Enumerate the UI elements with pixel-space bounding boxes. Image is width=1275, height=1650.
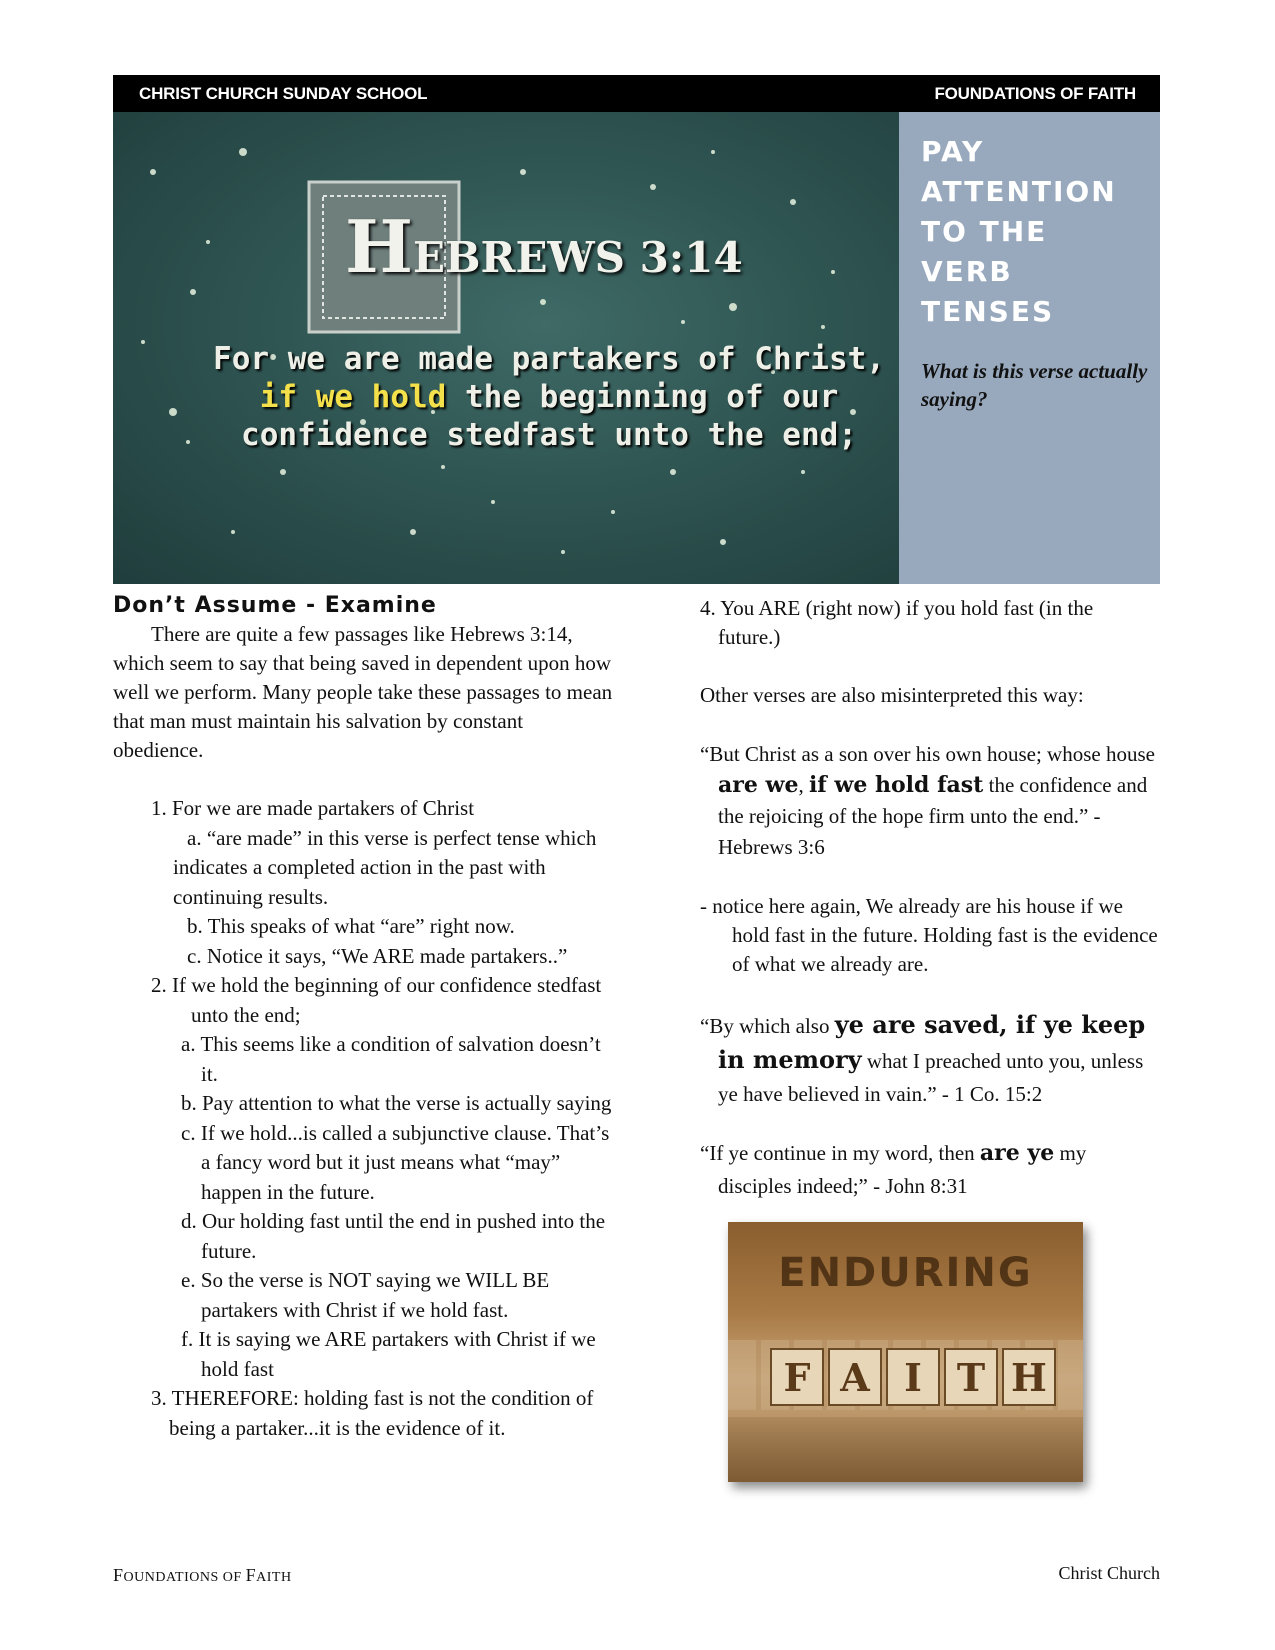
hero-book-title [345,204,743,289]
sub-item-1c [113,942,613,972]
sub-marker: b. [187,914,203,938]
other-verses-intro: Other verses are also misinterpreted this way: [700,683,1084,707]
explanation-note: - notice here again, We already are his house if we hold fast in the future. Holding fast is the evidence of what we already are. [700,894,1158,976]
point-4: 4. You ARE (right now) if you hold fast (in the future.) [700,596,1094,649]
verse-1-corinthians-15-2 [700,1008,1160,1111]
footer-left [113,1565,292,1586]
list-item-2 [113,971,613,1030]
sub-marker: f. [181,1327,194,1351]
sidebar-question: What is this verse actually saying? [921,359,1148,411]
sub-marker: d. [181,1209,197,1233]
verse-text: what I preached unto you, unless ye have believed in vain.” - 1 Co. 15:2 [718,1049,1144,1106]
footer-initial: F [245,1565,257,1585]
left-column [113,592,613,1443]
intro-paragraph: There are quite a few passages like Hebrews 3:14, which seem to say that being saved in dependent upon how well we perform. Many people take these passages to mean that man must maintain his salvation by constant obedience. [113,622,613,762]
hero-verse-line-2 [209,378,889,416]
verse-emphasis: are we [718,772,799,798]
letter-block: H [1002,1348,1056,1406]
verse-text: “But Christ as a son over his own house; whose house [700,742,1155,766]
sub-item-1b [113,912,613,942]
hero-image [113,112,899,584]
footer-text: AITH [256,1570,292,1585]
header-right: FOUNDATIONS OF FAITH [934,83,1136,103]
sub-item-2b [113,1089,613,1119]
header-left: CHRIST CHURCH SUNDAY SCHOOL [139,83,428,103]
sub-item-1a [113,824,613,913]
sub-item-2c [113,1119,613,1208]
sub-item-2d [113,1207,613,1266]
letter-block: T [944,1348,998,1406]
list-item-3 [113,1384,613,1443]
footer-right: Christ Church [1058,1563,1160,1583]
verse-emphasis: if we hold fast [808,772,984,798]
image-word-enduring: ENDURING [778,1250,1033,1296]
sub-marker: c. [181,1120,196,1145]
verse-emphasis: are ye [979,1140,1055,1166]
sub-item-2e [113,1266,613,1325]
sub-item-2a [113,1030,613,1089]
hero-verse-highlight: if we hold [259,379,447,415]
sub-item-2f [113,1325,613,1384]
sub-marker: e. [181,1268,196,1292]
sub-marker: b. [181,1091,197,1115]
list-text: THEREFORE: holding fast is not the condition of being a partaker...it is the evidence of it. [169,1386,594,1440]
list-marker: 2. [151,973,167,997]
sidebar-box [899,112,1160,584]
hero-verse-line-3: confidence stedfast unto the end; [241,417,857,453]
sub-text: If we hold...is called a subjunctive clause. That’s a fancy word but it just means what “may” happen in the future. [200,1120,610,1204]
verse-emphasis: ye are saved, if ye keep in memory [718,1010,1146,1074]
sub-text: “are made” in this verse is perfect tense which indicates a completed action in the past with continuing results. [173,825,597,909]
sub-text: Our holding fast until the end in pushed into the future. [201,1209,606,1263]
sub-marker: a. [187,825,202,850]
letter-block: A [828,1348,882,1406]
list-item-1 [113,794,613,824]
enduring-faith-image [728,1222,1083,1482]
list-text: If we hold the beginning of our confidence stedfast unto the end; [172,973,602,1027]
list-text: For we are made partakers of Christ [172,796,475,820]
header-bar [113,75,1160,112]
section-heading: Don’t Assume - Examine [113,593,437,618]
footer-initial: F [113,1565,124,1585]
image-faith-blocks [770,1348,1056,1406]
hero-book-rest: EBREWS 3:14 [413,233,743,282]
verse-john-8-31 [700,1137,1160,1203]
right-column [700,594,1160,1203]
verse-text: my disciples indeed;” - John 8:31 [718,1141,1087,1198]
hero-verse [209,340,889,454]
letter-block: F [770,1348,824,1406]
letter-block: I [886,1348,940,1406]
list-marker: 3. [151,1386,167,1410]
footer-text: OUNDATIONS OF [123,1570,246,1585]
verse-hebrews-3-6 [700,739,1160,863]
verse-text: the confidence and the rejoicing of the hope firm unto the end.” - Hebrews 3:6 [718,773,1148,859]
sub-text: This speaks of what “are” right now. [207,914,515,938]
hero-verse-line-1: For we are made partakers of Christ, [213,341,885,377]
sub-marker: a. [181,1032,196,1056]
sub-text: This seems like a condition of salvation doesn’t it. [200,1032,601,1086]
image-shadow-base [728,1417,1083,1482]
hero-verse-line-2-rest: the beginning of our [446,379,839,415]
hero-book-initial: H [345,204,414,289]
verse-text: , [798,773,809,797]
sub-marker: c. [187,943,202,968]
sidebar-title: PAY ATTENTION TO THE VERB TENSES [921,135,1117,328]
sub-text: It is saying we ARE partakers with Christ if we hold fast [198,1327,596,1381]
verse-text: “By which also [700,1014,835,1038]
list-marker: 1. [151,796,167,820]
sub-text: Pay attention to what the verse is actually saying [202,1091,612,1115]
verse-text: “If ye continue in my word, then [700,1141,980,1165]
sub-text: So the verse is NOT saying we WILL BE partakers with Christ if we hold fast. [200,1268,550,1322]
sub-text: Notice it says, “We ARE made partakers..” [206,943,568,968]
